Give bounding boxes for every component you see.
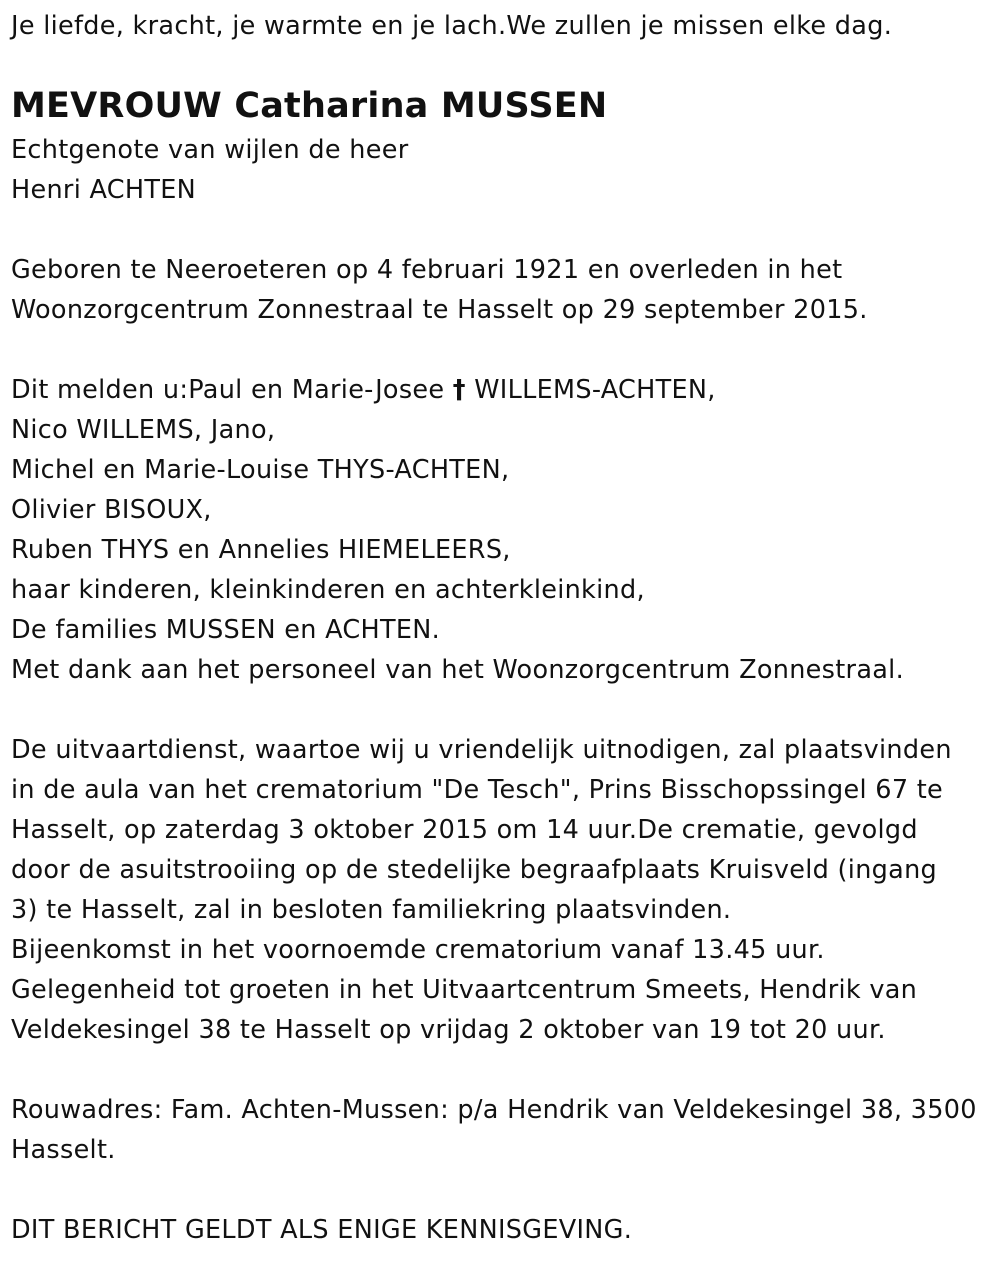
family-prefix: Dit melden u:Paul en Marie-Josee (11, 375, 445, 405)
birth-death-line-1: Geboren te Neeroeteren op 4 februari 1921 en overleden in het (11, 255, 843, 285)
spouse-line-2: Henri ACHTEN (11, 175, 197, 205)
ceremony-line: door de asuitstrooiing op de stedelijke begraafplaats Kruisveld (ingang (11, 855, 938, 885)
ceremony-line: Veldekesingel 38 te Hasselt op vrijdag 2 oktober van 19 tot 20 uur. (11, 1015, 886, 1045)
birth-death-line-2: Woonzorgcentrum Zonnestraal te Hasselt op 29 september 2015. (11, 295, 868, 325)
ceremony-line: De uitvaartdienst, waartoe wij u vriendelijk uitnodigen, zal plaatsvinden (11, 735, 952, 765)
spacer (11, 690, 996, 730)
family-line: haar kinderen, kleinkinderen en achterkleinkind, (11, 575, 645, 605)
obituary-notice (11, 6, 996, 1250)
spacer (11, 1050, 996, 1090)
family-line: Michel en Marie-Louise THYS-ACHTEN, (11, 455, 510, 485)
family-line: Nico WILLEMS, Jano, (11, 415, 276, 445)
ceremony-line: 3) te Hasselt, zal in besloten familiekring plaatsvinden. (11, 895, 732, 925)
family-line: Ruben THYS en Annelies HIEMELEERS, (11, 535, 511, 565)
family-line-1 (11, 370, 996, 410)
ceremony-line: in de aula van het crematorium "De Tesch", Prins Bisschopssingel 67 te (11, 775, 944, 805)
intro-verse: Je liefde, kracht, je warmte en je lach.We zullen je missen elke dag. (11, 11, 893, 41)
family-suffix: WILLEMS-ACHTEN, (474, 375, 716, 405)
spacer (11, 210, 996, 250)
spacer (11, 330, 996, 370)
cross-icon: † (452, 375, 466, 405)
spouse-line-1: Echtgenote van wijlen de heer (11, 135, 409, 165)
ceremony-line: Bijeenkomst in het voornoemde crematorium vanaf 13.45 uur. (11, 935, 825, 965)
address-line-2: Hasselt. (11, 1135, 116, 1165)
ceremony-line: Gelegenheid tot groeten in het Uitvaartcentrum Smeets, Hendrik van (11, 975, 918, 1005)
family-line: Olivier BISOUX, (11, 495, 212, 525)
deceased-name: MEVROUW Catharina MUSSEN (11, 86, 608, 126)
ceremony-line: Hasselt, op zaterdag 3 oktober 2015 om 14 uur.De crematie, gevolgd (11, 815, 918, 845)
thanks-line: Met dank aan het personeel van het Woonzorgcentrum Zonnestraal. (11, 655, 904, 685)
spacer (11, 1170, 996, 1210)
family-line: De families MUSSEN en ACHTEN. (11, 615, 441, 645)
notice-line: DIT BERICHT GELDT ALS ENIGE KENNISGEVING. (11, 1215, 633, 1245)
address-line-1: Rouwadres: Fam. Achten-Mussen: p/a Hendrik van Veldekesingel 38, 3500 (11, 1095, 977, 1125)
